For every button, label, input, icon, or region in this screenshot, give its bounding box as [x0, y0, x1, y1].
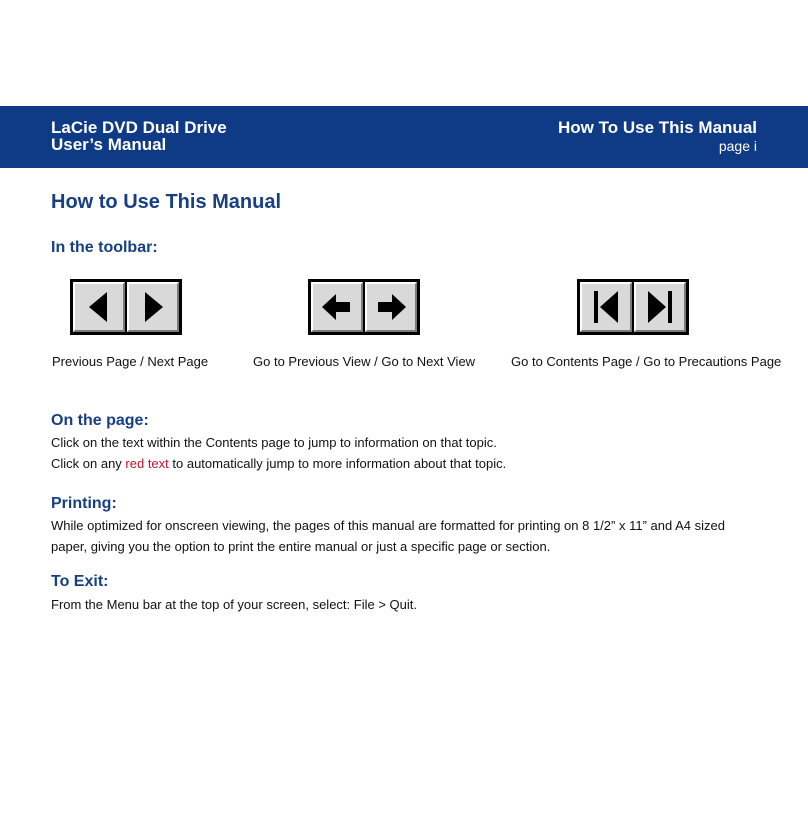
printing-heading: Printing:: [51, 495, 117, 512]
next-view-button[interactable]: [365, 282, 417, 332]
page-nav-buttons: [70, 279, 182, 335]
red-text-link[interactable]: red text: [125, 456, 169, 471]
view-nav-caption: Go to Previous View / Go to Next View: [253, 354, 476, 369]
precautions-page-icon: [646, 291, 674, 323]
on-page-heading: On the page:: [51, 412, 149, 429]
exit-text: From the Menu bar at the top of your screen, select: File > Quit.: [51, 597, 417, 612]
header-right: [558, 119, 757, 156]
next-page-icon: [141, 292, 165, 322]
on-page-text-2-start: Click on any: [51, 456, 126, 471]
manual-title-line2: User’s Manual: [51, 135, 167, 154]
header-section-title: How To Use This Manual: [558, 118, 757, 137]
page-title: How to Use This Manual: [51, 191, 282, 213]
on-page-text-2-end: to automatically jump to more information about that topic.: [168, 456, 507, 471]
page-nav-caption: Previous Page / Next Page: [52, 354, 209, 369]
previous-page-button[interactable]: [73, 282, 125, 332]
precautions-page-button[interactable]: [634, 282, 686, 332]
page-number: page i: [718, 138, 757, 154]
chapter-nav-caption: Go to Contents Page / Go to Precautions Page: [511, 354, 782, 369]
contents-page-button[interactable]: [580, 282, 632, 332]
view-nav-buttons: [308, 279, 420, 335]
toolbar-heading: In the toolbar:: [51, 239, 158, 256]
manual-title-line1: LaCie DVD Dual Drive: [51, 118, 227, 137]
on-page-text-2: [51, 453, 506, 474]
previous-view-icon: [322, 294, 352, 320]
previous-view-button[interactable]: [311, 282, 363, 332]
exit-heading: To Exit:: [51, 573, 109, 590]
chapter-nav-buttons: [577, 279, 689, 335]
next-view-icon: [376, 294, 406, 320]
printing-text-2: paper, giving you the option to print the entire manual or just a specific page or section.: [51, 539, 551, 554]
contents-page-icon: [592, 291, 620, 323]
header-banner: [0, 106, 808, 168]
previous-page-icon: [87, 292, 111, 322]
manual-title: [51, 119, 227, 153]
next-page-button[interactable]: [127, 282, 179, 332]
printing-text-1: While optimized for onscreen viewing, the pages of this manual are formatted for printing on 8 1/2” x 11” and A4 sized: [51, 518, 725, 533]
on-page-text-1: Click on the text within the Contents page to jump to information on that topic.: [51, 435, 497, 450]
